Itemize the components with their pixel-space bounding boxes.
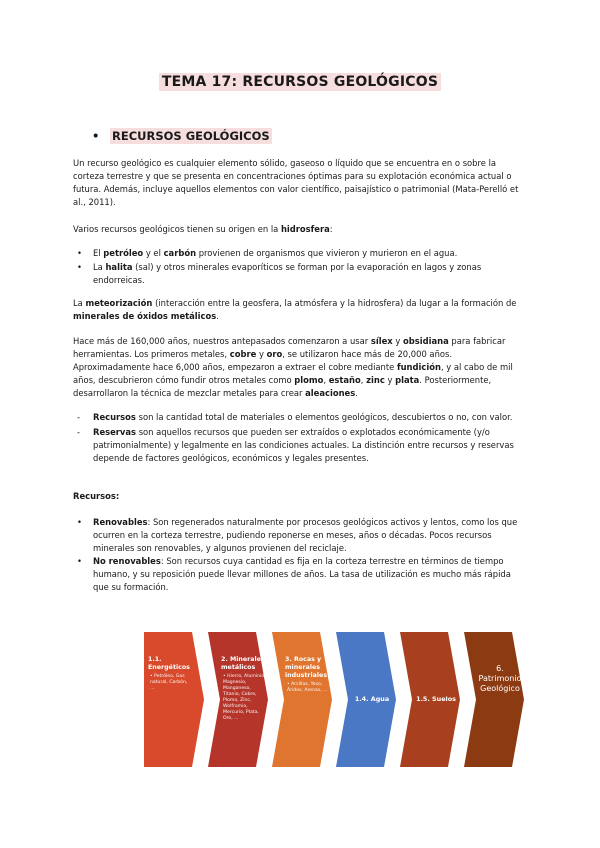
diagram-label: [221, 656, 267, 722]
text-run: (interacción entre la geosfera, la atmósfera y la hidrosfera) da lugar a la formación de: [152, 298, 517, 308]
text-run: :: [329, 224, 333, 234]
diagram-label: [413, 695, 459, 703]
bullet-icon: •: [77, 517, 82, 527]
diagram-label-box: [349, 695, 395, 709]
text-run: Varios recursos geológicos tienen su origen en la: [73, 224, 281, 234]
text-run: La: [73, 298, 86, 308]
text-run: , y al cabo de mil años, descubrieron cómo fundir otros metales como: [73, 362, 513, 385]
diagram-item-subtext: • Petróleo, Gas natural, Carbón, ...: [150, 674, 188, 691]
section-heading-text: RECURSOS GEOLÓGICOS: [112, 129, 270, 143]
text-bold: petróleo: [103, 248, 144, 258]
text-run: La: [93, 262, 106, 272]
text-run: : Son recursos cuya cantidad es fija en la corteza terrestre en términos de tiempo humano, y su reposición puede llevar millones de años. La tasa de utilización es mucho más rápida que su formación.: [93, 556, 511, 592]
text-bold: Reservas: [93, 427, 137, 437]
diagram-label-box: [413, 695, 459, 709]
bullet-icon: •: [77, 556, 82, 566]
text-run: El: [93, 248, 104, 258]
text-bold: plata: [395, 375, 420, 385]
diagram-item-title: 2. Minerales metálicos: [221, 656, 265, 671]
text-bold: sílex: [370, 336, 393, 346]
text-bold: Recursos: [93, 412, 136, 422]
text-run: : Son regenerados naturalmente por procesos geológicos activos y lentos, como los que ocurren en la corteza terrestre, pudiendo reponerse en meses, años o décadas. Pocos recursos minerales son renovables, y algunos provienen del reciclaje.: [93, 517, 518, 553]
text-run: . Posteriormente, desarrollaron la técnica de mezclar metales para crear: [73, 375, 492, 398]
bullet-icon: •: [77, 262, 82, 272]
text-run: ,: [360, 375, 367, 385]
dash-marker: -: [77, 412, 81, 422]
text-bold: Recursos:: [73, 491, 120, 501]
text-bold: estaño: [328, 375, 361, 385]
text-run: .: [216, 311, 219, 321]
diagram-item-title: 1.4. Agua: [354, 694, 390, 703]
text-run: son la cantidad total de materiales o elementos geológicos, descubiertos o no, con valor.: [135, 412, 513, 422]
text-bold: halita: [105, 262, 133, 272]
text-run: y: [392, 336, 403, 346]
diagram-item-subtext: • Arcillas, Yeso, Áridos, Arenas, ...: [287, 682, 328, 693]
text-bold: hidrosfera: [280, 224, 330, 234]
text-bold: minerales de óxidos metálicos: [73, 311, 217, 321]
text-bold: oro: [266, 349, 283, 359]
text-run: para fabricar herramientas. Los primeros metales,: [73, 336, 506, 359]
diagram-label: [349, 695, 395, 703]
diagram-label-box: [221, 656, 267, 761]
text-run: provienen de organismos que vivieron y murieron en el agua.: [196, 248, 458, 258]
text-run: son aquellos recursos que pueden ser extraídos o explotados económicamente (y/o patrimonialmente) y legalmente en las condiciones actuales. La distinción entre recursos y reservas depende de factores geológicos, económicos y legales presentes.: [93, 427, 514, 463]
text-run: Hace más de 160,000 años, nuestros antepasados comenzaron a usar: [73, 336, 371, 346]
text-run: (sal) y otros minerales evaporíticos se forman por la evaporación en lagos y zonas endorreicas.: [93, 262, 482, 285]
diagram-item-title: 1.1. Energéticos: [148, 656, 190, 671]
text-bold: fundición: [396, 362, 441, 372]
diagram-item-title: 1.5. Suelos: [416, 694, 456, 703]
bullet-icon: •: [92, 129, 100, 143]
text-bold: zinc: [366, 375, 385, 385]
text-run: y: [384, 375, 396, 385]
text-bold: Renovables: [93, 517, 148, 527]
diagram-label: [148, 656, 192, 692]
intro-text: Un recurso geológico es cualquier elemento sólido, gaseoso o líquido que se encuentra en o sobre la corteza terrestre y que se presenta en concentraciones óptimas para su explotación económica actual o futura. Además, incluye aquellos elementos con valor científico, paisajístico o patrimonial (Mata-Perelló et al., 2011).: [73, 158, 519, 207]
text-run: y el: [143, 248, 164, 258]
diagram-label-box: [285, 656, 331, 761]
text-run: , se utilizaron hace más de 20,000 años. Aproximadamente hace 6,000 años, empezaron a extraer el cobre mediante: [73, 349, 453, 372]
text-bold: No renovables: [93, 556, 161, 566]
diagram-item-subtext: • Hierro, Aluminio, Magnesio, Manganeso, Titanio, Cobre, Plomo, Zinc, Wolframio, Mercurio, Plata, Oro, ...: [223, 674, 266, 721]
text-bold: plomo: [294, 375, 324, 385]
text-run: y: [256, 349, 267, 359]
dash-marker: -: [77, 427, 81, 437]
text-bold: obsidiana: [402, 336, 449, 346]
text-bold: cobre: [229, 349, 257, 359]
diagram-item-title: 3. Rocas y minerales industriales: [285, 656, 328, 679]
text-bold: carbón: [163, 248, 197, 258]
diagram-label: [285, 656, 331, 694]
text-run: ,: [323, 375, 329, 385]
diagram-item-title: 6. Patrimonio Geológico: [478, 664, 522, 693]
text-run: .: [355, 388, 358, 398]
diagram-label: [477, 664, 523, 694]
page-title-text: TEMA 17: RECURSOS GEOLÓGICOS: [159, 73, 441, 91]
diagram-label-box: [148, 656, 192, 761]
text-bold: aleaciones: [305, 388, 356, 398]
bullet-icon: •: [77, 248, 82, 258]
diagram-label-box: [477, 664, 523, 724]
text-bold: meteorización: [85, 298, 153, 308]
